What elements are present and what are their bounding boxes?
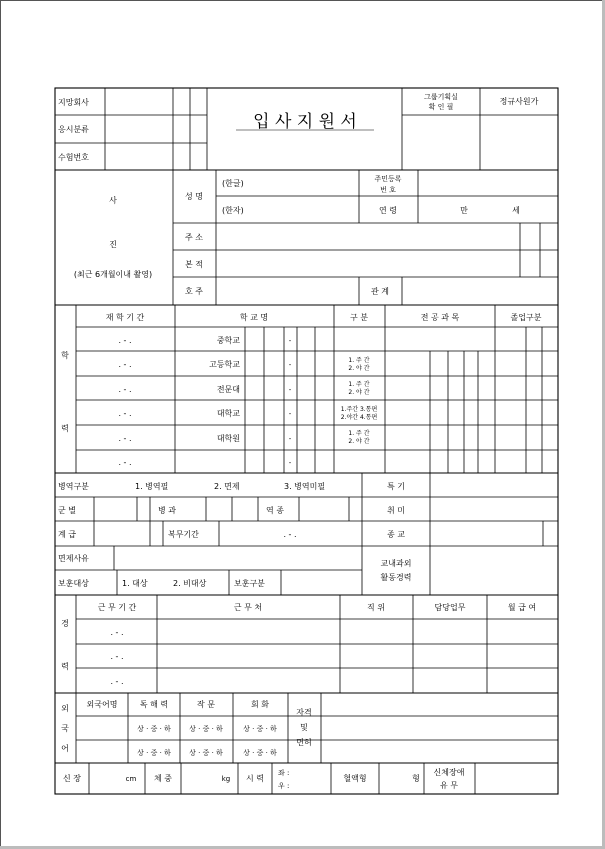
education-side-2: 력 [61, 424, 69, 433]
military-opt-3: 3. 병역미필 [284, 482, 326, 491]
activities-label-1: 교내과외 [380, 559, 412, 568]
name-hangul-label: (한글) [222, 179, 244, 188]
career-col-workplace: 근 무 처 [233, 603, 263, 612]
edu-col-period: 재 학 기 간 [105, 313, 145, 322]
military-label: 병역구분 [58, 482, 89, 491]
householder-label: 호 주 [185, 287, 203, 296]
type-uni-2: 2.야간 4.통편 [340, 414, 378, 421]
address-label: 주 소 [185, 233, 203, 242]
edu-date: . - . [118, 409, 132, 418]
education-rows [118, 335, 377, 467]
weight-label: 체 중 [154, 774, 172, 783]
veteran-opt-1: 1. 대상 [122, 579, 148, 588]
education-side-1: 학 [61, 351, 69, 360]
religion-label: 종 교 [387, 530, 405, 539]
domicile-label: 본 적 [185, 260, 203, 269]
exam-number-label: 수험번호 [58, 153, 89, 162]
license-label-2: 및 [300, 723, 308, 732]
reading-grade: 상 · 중 · 하 [137, 749, 171, 757]
career-col-period: 근 무 기 간 [97, 603, 137, 612]
career-date: . - . [110, 652, 124, 661]
weight-unit: kg [221, 775, 231, 783]
edu-dash: - [288, 386, 292, 394]
license-label-3: 면허 [296, 738, 312, 747]
service-period-marks: . - . [283, 530, 297, 539]
applied-company-label: 지망회사 [58, 98, 89, 107]
career-col-salary: 월 급 여 [507, 603, 537, 612]
career-side-2: 력 [61, 662, 69, 671]
type-uni-1: 1.주간 3.통편 [340, 406, 378, 413]
school-university: 대학교 [216, 409, 240, 418]
writing-grade: 상 · 중 · 하 [189, 725, 223, 733]
speaking-grade: 상 · 중 · 하 [243, 749, 277, 757]
exemption-reason-label: 면제사유 [58, 554, 89, 563]
disability-label-1: 신체장애 [433, 768, 465, 777]
language-side-3: 어 [61, 744, 69, 753]
veteran-opt-2: 2. 비대상 [173, 579, 207, 588]
career-date: . - . [110, 677, 124, 686]
type-night: 2. 야 간 [348, 365, 370, 372]
edu-dash: - [288, 410, 292, 418]
rrn-label-2: 번 호 [380, 186, 396, 194]
vision-left: 좌 : [278, 769, 290, 777]
photo-label-1: 사 [109, 196, 117, 205]
edu-date: . - . [118, 434, 132, 443]
hobby-label: 취 미 [387, 506, 405, 515]
military-opt-1: 1. 병역필 [135, 482, 169, 491]
type-day: 1. 주 간 [348, 381, 370, 388]
lang-col-writing: 작 문 [197, 700, 215, 709]
edu-dash: - [288, 459, 292, 467]
edu-dash: - [288, 361, 292, 369]
veteran-type-label: 보훈구분 [234, 579, 265, 588]
career-col-position: 직 위 [367, 603, 385, 612]
activities-label-2: 활동경력 [380, 573, 412, 582]
regular-evaluation-label: 정규사원가 [499, 97, 539, 106]
age-man: 만 [460, 206, 468, 215]
disability-label-2: 유 무 [440, 781, 458, 790]
age-label: 연 령 [379, 206, 397, 215]
edu-col-graduation: 졸업구분 [510, 313, 542, 322]
career-side-1: 경 [61, 619, 69, 628]
school-college: 전문대 [216, 385, 240, 394]
license-label-1: 자격 [296, 708, 312, 717]
relation-label: 관 계 [371, 287, 389, 296]
type-night: 2. 야 간 [348, 389, 370, 396]
name-label: 성 명 [185, 192, 203, 201]
type-day: 1. 주 간 [348, 357, 370, 364]
height-label: 신 장 [63, 774, 81, 783]
school-graduate: 대학원 [216, 434, 240, 443]
type-day: 1. 주 간 [348, 430, 370, 437]
military-branch-label: 군 별 [58, 506, 76, 515]
military-opt-2: 2. 면제 [214, 482, 240, 491]
group-check-label-1: 그룹기획실 [424, 93, 458, 101]
group-check-label-2: 확 인 필 [428, 103, 454, 111]
edu-col-type: 구 분 [350, 313, 368, 322]
rrn-label-1: 주민등록 [374, 175, 402, 183]
language-side-1: 외 [61, 704, 69, 713]
vision-label: 시 력 [246, 774, 264, 783]
military-arm-label: 병 과 [158, 506, 176, 515]
reading-grade: 상 · 중 · 하 [137, 725, 171, 733]
career-col-duty: 담당업무 [434, 603, 466, 612]
edu-date: . - . [118, 336, 132, 345]
edu-col-school: 학 교 명 [239, 313, 269, 322]
lang-col-name: 외국어명 [86, 700, 118, 709]
photo-label-2: 진 [109, 240, 117, 249]
school-high: 고등학교 [209, 360, 240, 369]
edu-date: . - . [118, 458, 132, 467]
blood-type-unit: 형 [412, 774, 420, 783]
lang-col-speaking: 회 화 [251, 700, 269, 709]
service-period-label: 복무기간 [168, 530, 199, 539]
military-specialty-label: 역 종 [266, 506, 284, 515]
edu-date: . - . [118, 385, 132, 394]
age-se: 세 [512, 206, 520, 215]
name-hanja-label: (한자) [222, 206, 244, 215]
military-rank-label: 계 급 [58, 530, 76, 539]
specialty-label: 특 기 [387, 482, 405, 491]
career-date: . - . [110, 628, 124, 637]
applied-division-label: 응시분류 [58, 125, 89, 134]
photo-note: (최근 6개월이내 촬영) [73, 270, 153, 279]
edu-dash: - [288, 337, 292, 345]
edu-dash: - [288, 435, 292, 443]
blood-type-label: 혈액형 [343, 774, 367, 783]
speaking-grade: 상 · 중 · 하 [243, 725, 277, 733]
edu-date: . - . [118, 360, 132, 369]
veteran-label: 보훈대상 [58, 579, 89, 588]
writing-grade: 상 · 중 · 하 [189, 749, 223, 757]
height-unit: cm [125, 775, 137, 783]
form-title: 입 사 지 원 서 [253, 112, 357, 132]
lang-col-reading: 독 해 력 [139, 700, 169, 709]
language-side-2: 국 [61, 724, 69, 733]
vision-right: 우 : [278, 782, 290, 790]
type-night: 2. 야 간 [348, 438, 370, 445]
school-middle: 중학교 [216, 336, 240, 345]
edu-col-major: 전 공 과 목 [420, 313, 460, 322]
